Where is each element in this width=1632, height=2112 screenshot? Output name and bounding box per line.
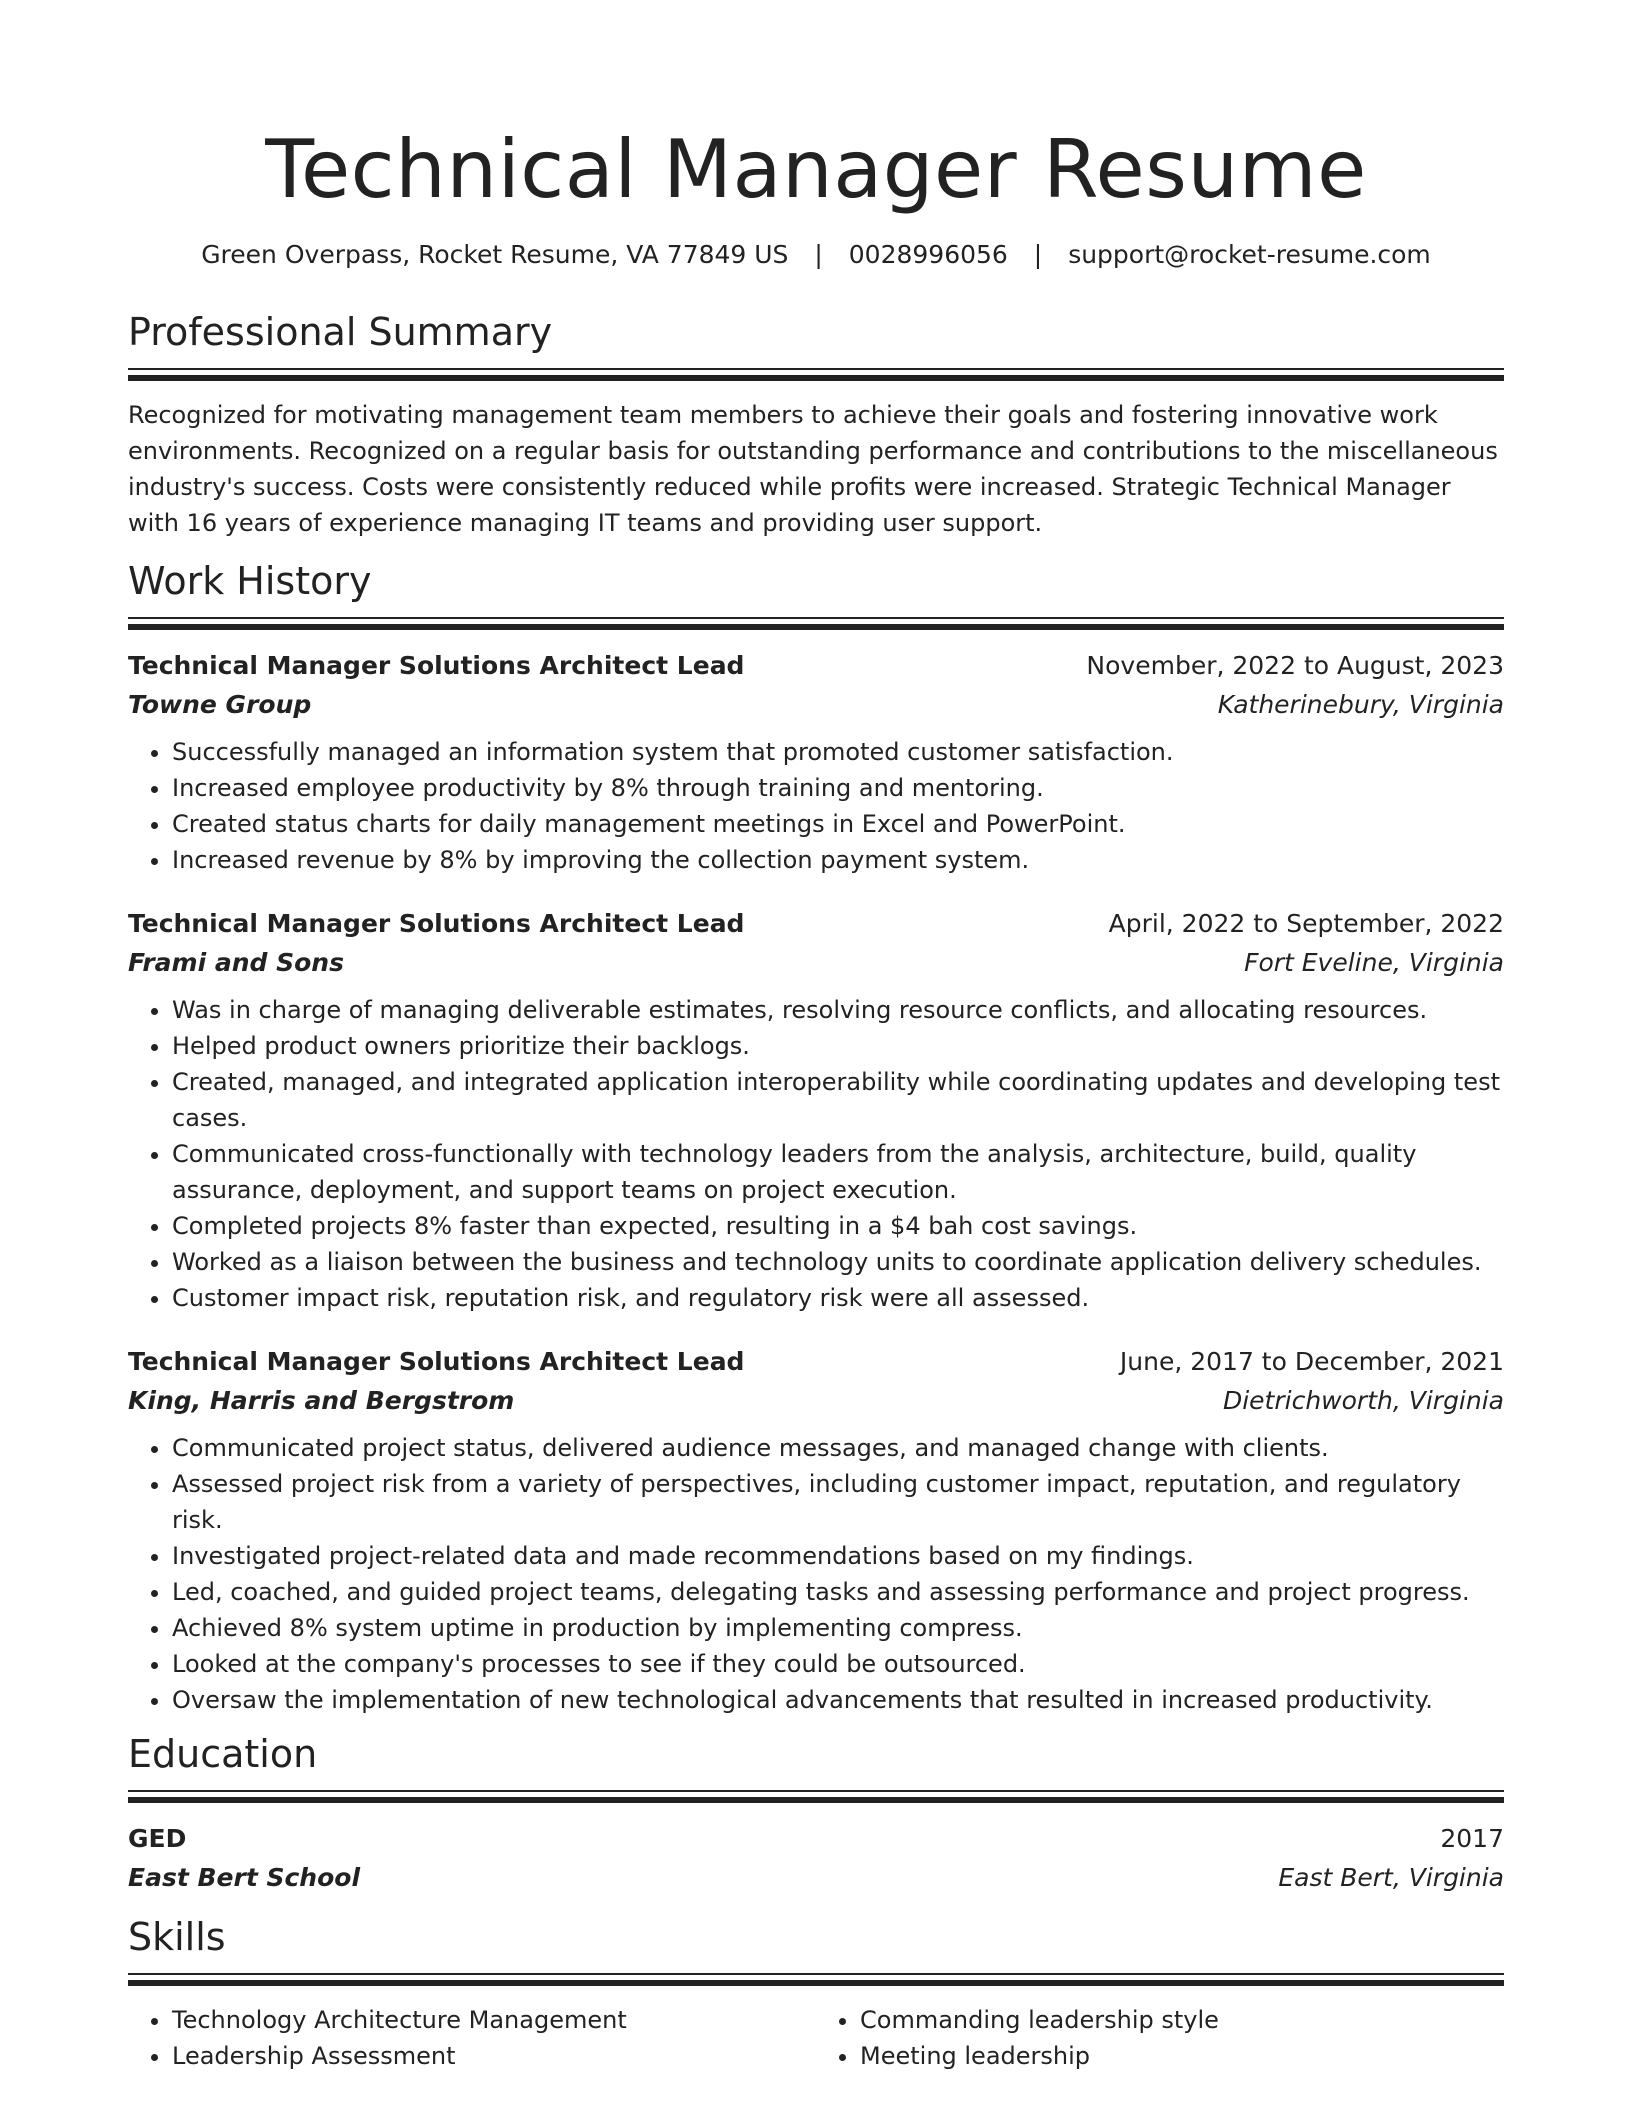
- bullet-item: • Increased employee productivity by 8% through training and mentoring.: [172, 770, 1504, 806]
- education-location: East Bert, Virginia: [1278, 1863, 1504, 1892]
- work-history-section: [128, 557, 1504, 1718]
- job-company: Frami and Sons: [128, 948, 344, 977]
- job-dates: November, 2022 to August, 2023: [1086, 651, 1504, 680]
- education-degree: GED: [128, 1824, 187, 1853]
- skill-item: • Commanding leadership style: [860, 2002, 1504, 2038]
- job-bullets: [128, 992, 1504, 1316]
- job-dates: June, 2017 to December, 2021: [1119, 1347, 1504, 1376]
- summary-text: Recognized for motivating management team members to achieve their goals and fostering innovative work environments. Recognized on a regular basis for outstanding performance and contributions to the miscellaneous industry's success. Costs were consistently reduced while profits were increased. Strategic Technical Manager with 16 years of experience managing IT teams and providing user support.: [128, 401, 1498, 537]
- section-divider: [128, 368, 1504, 381]
- resume-page: [128, 0, 1504, 2074]
- job-company: Towne Group: [128, 690, 312, 719]
- section-heading-education: Education: [128, 1732, 318, 1776]
- section-heading-work: Work History: [128, 559, 372, 603]
- bullet-item: • Increased revenue by 8% by improving the collection payment system.: [172, 842, 1504, 878]
- contact-line: [128, 238, 1504, 272]
- job-entry: [128, 646, 1504, 878]
- bullet-item: • Completed projects 8% faster than expected, resulting in a $4 bah cost savings.: [172, 1208, 1504, 1244]
- bullet-item: • Successfully managed an information system that promoted customer satisfaction.: [172, 734, 1504, 770]
- resume-title: Technical Manager Resume: [265, 123, 1367, 216]
- job-entry: [128, 1342, 1504, 1718]
- bullet-item: • Communicated cross-functionally with technology leaders from the analysis, architecture, build, quality assurance, deployment, and support teams on project execution.: [172, 1136, 1504, 1208]
- section-divider: [128, 617, 1504, 630]
- bullet-item: • Created, managed, and integrated application interoperability while coordinating updates and developing test cases.: [172, 1064, 1504, 1136]
- job-location: Fort Eveline, Virginia: [1244, 948, 1504, 977]
- bullet-item: • Helped product owners prioritize their backlogs.: [172, 1028, 1504, 1064]
- contact-phone: 0028996056: [848, 240, 1008, 269]
- bullet-item: • Worked as a liaison between the business and technology units to coordinate application delivery schedules.: [172, 1244, 1504, 1280]
- bullet-item: • Was in charge of managing deliverable estimates, resolving resource conflicts, and allocating resources.: [172, 992, 1504, 1028]
- bullet-item: • Assessed project risk from a variety of perspectives, including customer impact, reputation, and regulatory risk.: [172, 1466, 1504, 1538]
- job-title: Technical Manager Solutions Architect Lead: [128, 909, 745, 938]
- job-title: Technical Manager Solutions Architect Lead: [128, 651, 745, 680]
- job-entry: [128, 904, 1504, 1316]
- job-location: Katherinebury, Virginia: [1217, 690, 1504, 719]
- bullet-item: • Investigated project-related data and made recommendations based on my findings.: [172, 1538, 1504, 1574]
- bullet-item: • Created status charts for daily management meetings in Excel and PowerPoint.: [172, 806, 1504, 842]
- skills-column-left: [128, 2002, 816, 2074]
- bullet-item: • Communicated project status, delivered audience messages, and managed change with clients.: [172, 1430, 1504, 1466]
- section-heading-summary: Professional Summary: [128, 310, 553, 354]
- summary-section: [128, 308, 1504, 541]
- contact-separator: |: [1033, 240, 1043, 269]
- education-year: 2017: [1440, 1824, 1504, 1853]
- job-dates: April, 2022 to September, 2022: [1108, 909, 1504, 938]
- education-section: [128, 1730, 1504, 1897]
- skills-section: [128, 1913, 1504, 2074]
- skill-item: • Technology Architecture Management: [172, 2002, 816, 2038]
- skills-column-right: [816, 2002, 1504, 2074]
- skills-columns: [128, 2002, 1504, 2074]
- job-bullets: [128, 734, 1504, 878]
- contact-separator: |: [814, 240, 823, 269]
- job-title: Technical Manager Solutions Architect Lead: [128, 1347, 745, 1376]
- section-heading-skills: Skills: [128, 1915, 226, 1959]
- bullet-item: • Oversaw the implementation of new technological advancements that resulted in increased productivity.: [172, 1682, 1504, 1718]
- section-divider: [128, 1790, 1504, 1803]
- bullet-item: • Customer impact risk, reputation risk, and regulatory risk were all assessed.: [172, 1280, 1504, 1316]
- job-company: King, Harris and Bergstrom: [128, 1386, 515, 1415]
- bullet-item: • Achieved 8% system uptime in production by implementing compress.: [172, 1610, 1504, 1646]
- job-bullets: [128, 1430, 1504, 1718]
- skill-item: • Meeting leadership: [860, 2038, 1504, 2074]
- job-location: Dietrichworth, Virginia: [1222, 1386, 1504, 1415]
- contact-email: support@rocket-resume.com: [1068, 240, 1431, 269]
- contact-address: Green Overpass, Rocket Resume, VA 77849 US: [201, 240, 789, 269]
- bullet-item: • Led, coached, and guided project teams, delegating tasks and assessing performance and project progress.: [172, 1574, 1504, 1610]
- education-school: East Bert School: [128, 1863, 361, 1892]
- bullet-item: • Looked at the company's processes to see if they could be outsourced.: [172, 1646, 1504, 1682]
- skill-item: • Leadership Assessment: [172, 2038, 816, 2074]
- section-divider: [128, 1973, 1504, 1986]
